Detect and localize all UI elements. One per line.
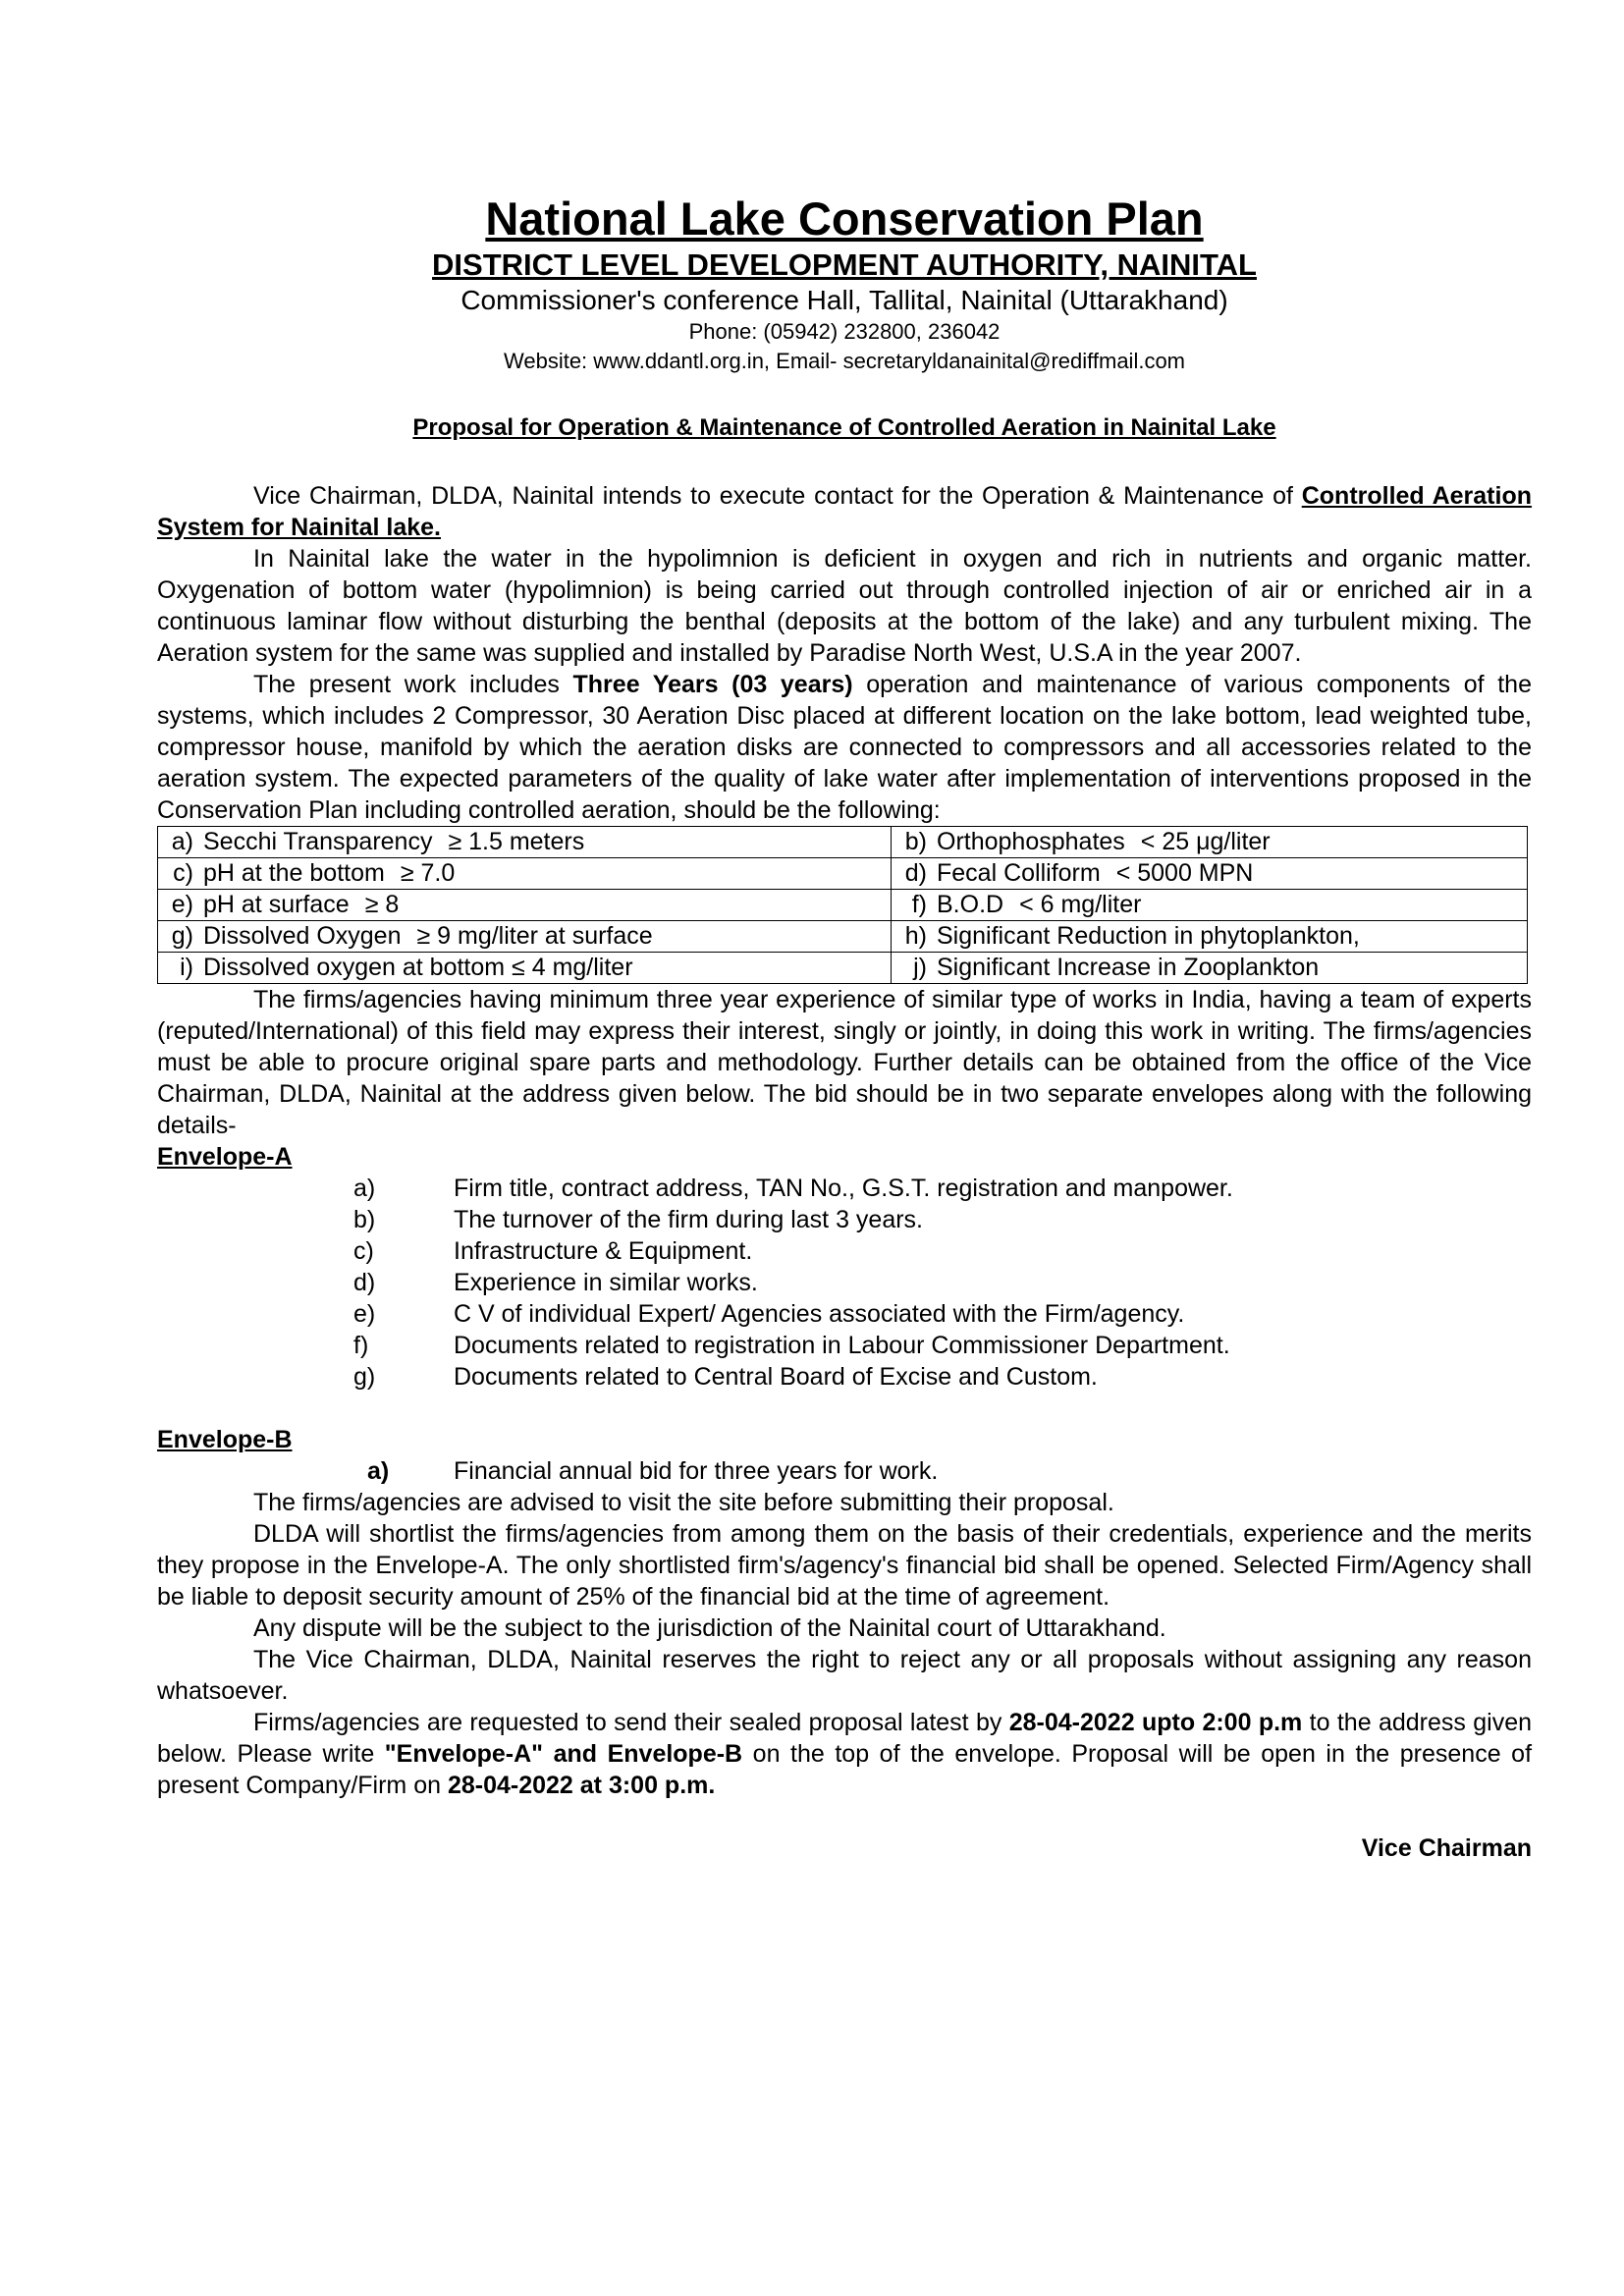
- proposal-title: Proposal for Operation & Maintenance of Controlled Aeration in Nainital Lake: [412, 414, 1276, 441]
- opening-date: 28-04-2022 at 3:00 p.m.: [447, 1772, 716, 1799]
- deadline-text-3: on the top of the envelope. Proposal will be open in the presence of present Company/Firm on: [157, 1740, 1533, 1799]
- parameter-value: ≥ 9 mg/liter at surface: [416, 922, 653, 950]
- parameter-cell: [892, 890, 1528, 921]
- list-item: [157, 1235, 1532, 1267]
- item-text: Firm title, contract address, TAN No., G.S.T. registration and manpower.: [454, 1175, 1233, 1202]
- item-letter: f): [353, 1332, 369, 1359]
- item-letter: b): [353, 1206, 376, 1233]
- envelope-instruction: "Envelope-A" and Envelope-B: [384, 1740, 743, 1768]
- parameter-label: f): [911, 891, 927, 918]
- parameter-cell: [892, 921, 1528, 953]
- parameter-row: [158, 858, 1528, 890]
- parameter-name: B.O.D: [937, 891, 1004, 918]
- parameter-value: < 6 mg/liter: [1019, 891, 1142, 918]
- background-paragraph: In Nainital lake the water in the hypolimnion is deficient in oxygen and rich in nutrients and organic matter. Oxygenation of bottom water (hypolimnion) is being carried out through controlled injection of air or enriched air in a continuous laminar flow without disturbing the benthal (deposits at the bottom of the lake) and any turbulent mixing. The Aeration system for the same was supplied and installed by Paradise North West, U.S.A in the year 2007.: [157, 545, 1532, 667]
- item-text: The turnover of the firm during last 3 years.: [454, 1206, 923, 1233]
- parameter-cell: [892, 953, 1528, 984]
- parameter-name: Fecal Colliform: [937, 859, 1101, 887]
- document-body: [157, 480, 1532, 1864]
- envelope-b-title: Envelope-B: [157, 1426, 293, 1453]
- parameter-name: Dissolved Oxygen: [203, 922, 402, 950]
- item-text: C V of individual Expert/ Agencies associated with the Firm/agency.: [454, 1300, 1185, 1328]
- parameter-name: Significant Reduction in phytoplankton,: [937, 922, 1360, 950]
- parameter-row: [158, 890, 1528, 921]
- deadline-text-1: Firms/agencies are requested to send their sealed proposal latest by: [253, 1709, 1009, 1736]
- deadline-text-2: to the address given below. Please write: [157, 1709, 1533, 1768]
- document-page: [157, 191, 1532, 1864]
- deadline-paragraph: [157, 1707, 1532, 1801]
- parameter-cell: [158, 827, 892, 858]
- list-item: [157, 1298, 1532, 1330]
- list-item: [157, 1204, 1532, 1235]
- parameter-label: c): [173, 859, 193, 887]
- item-text: Experience in similar works.: [454, 1269, 758, 1296]
- website-line: Website: www.ddantl.org.in, Email- secretaryldanainital@rediffmail.com: [503, 349, 1186, 373]
- deadline-date: 28-04-2022 upto 2:00 p.m: [1008, 1709, 1303, 1736]
- item-text: Financial annual bid for three years for work.: [454, 1457, 939, 1485]
- eligibility-paragraph: The firms/agencies having minimum three year experience of similar type of works in India, having a team of experts (reputed/International) of this field may express their interest, singly or jointly, in doing this work in writing. The firms/agencies must be able to procure original spare parts and methodology. Further details can be obtained from the office of the Vice Chairman, DLDA, Nainital at the address given below. The bid should be in two separate envelopes along with the following details-: [157, 986, 1532, 1139]
- parameter-name: Significant Increase in Zooplankton: [937, 954, 1320, 981]
- parameter-cell: [158, 921, 892, 953]
- parameter-name: pH at the bottom: [203, 859, 385, 887]
- parameter-cell: [158, 858, 892, 890]
- shortlist-paragraph: DLDA will shortlist the firms/agencies from among them on the basis of their credentials, experience and the merits they propose in the Envelope-A. The only shortlisted firm's/agency's financial bid shall be opened. Selected Firm/Agency shall be liable to deposit security amount of 25% of the financial bid at the time of agreement.: [157, 1520, 1532, 1611]
- parameter-value: ≥ 7.0: [400, 859, 456, 887]
- scope-text-pre: The present work includes: [253, 671, 573, 698]
- parameter-name: Secchi Transparency: [203, 828, 433, 855]
- item-text: Documents related to Central Board of Excise and Custom.: [454, 1363, 1098, 1391]
- list-item: [157, 1173, 1532, 1204]
- parameter-label: h): [904, 922, 927, 950]
- parameter-cell: [892, 827, 1528, 858]
- parameter-label: j): [913, 954, 927, 981]
- signature: Vice Chairman: [1361, 1834, 1532, 1862]
- parameter-name: pH at surface: [203, 891, 350, 918]
- authority-name: DISTRICT LEVEL DEVELOPMENT AUTHORITY, NAINITAL: [432, 247, 1257, 282]
- parameters-table: [157, 826, 1528, 984]
- parameter-row: [158, 827, 1528, 858]
- item-text: Infrastructure & Equipment.: [454, 1237, 753, 1265]
- list-item: [157, 1267, 1532, 1298]
- envelope-b-list: [157, 1455, 1532, 1487]
- parameter-value: ≥ 8: [364, 891, 400, 918]
- parameter-label: e): [171, 891, 193, 918]
- envelope-a-title: Envelope-A: [157, 1143, 293, 1171]
- parameter-cell: [892, 858, 1528, 890]
- parameter-value: < 5000 MPN: [1115, 859, 1254, 887]
- intro-text: Vice Chairman, DLDA, Nainital intends to execute contact for the Operation & Maintenance of: [253, 482, 1302, 510]
- parameter-cell: [158, 890, 892, 921]
- letterhead: [157, 191, 1532, 376]
- intro-paragraph: [157, 480, 1532, 543]
- site-visit-paragraph: The firms/agencies are advised to visit the site before submitting their proposal.: [253, 1489, 1114, 1516]
- document-title: National Lake Conservation Plan: [485, 192, 1204, 245]
- item-letter: c): [353, 1237, 374, 1265]
- parameter-name: Dissolved oxygen at bottom ≤ 4 mg/liter: [203, 954, 633, 981]
- item-letter: a): [353, 1175, 376, 1202]
- authority-address: Commissioner's conference Hall, Tallital, Nainital (Uttarakhand): [460, 285, 1228, 315]
- item-letter: d): [353, 1269, 376, 1296]
- parameter-label: i): [180, 954, 193, 981]
- envelope-a-list: [157, 1173, 1532, 1393]
- rights-paragraph: The Vice Chairman, DLDA, Nainital reserves the right to reject any or all proposals without assigning any reason whatsoever.: [157, 1646, 1532, 1705]
- parameter-value: < 25 μg/liter: [1140, 828, 1271, 855]
- parameter-label: a): [171, 828, 193, 855]
- list-item: [157, 1361, 1532, 1393]
- item-letter: a): [367, 1457, 390, 1485]
- parameter-label: b): [904, 828, 927, 855]
- scope-text-post: operation and maintenance of various components of the systems, which includes 2 Compressor, 30 Aeration Disc placed at different location on the lake bottom, lead weighted tube, compressor house, manifold by which the aeration disks are connected to compressors and all accessories related to the aeration system. The expected parameters of the quality of lake water after implementation of interventions proposed in the Conservation Plan including controlled aeration, should be the following:: [157, 671, 1532, 824]
- list-item: [157, 1330, 1532, 1361]
- item-letter: e): [353, 1300, 376, 1328]
- parameter-row: [158, 921, 1528, 953]
- jurisdiction-paragraph: Any dispute will be the subject to the jurisdiction of the Nainital court of Uttarakhand.: [253, 1614, 1166, 1642]
- parameter-label: g): [171, 922, 193, 950]
- parameter-value: ≥ 1.5 meters: [448, 828, 585, 855]
- parameter-label: d): [904, 859, 927, 887]
- scope-paragraph: [157, 669, 1532, 826]
- item-letter: g): [353, 1363, 376, 1391]
- parameter-cell: [158, 953, 892, 984]
- parameter-row: [158, 953, 1528, 984]
- intro-bold: Controlled Aeration System for Nainital lake.: [157, 482, 1532, 541]
- item-text: Documents related to registration in Labour Commissioner Department.: [454, 1332, 1230, 1359]
- parameter-name: Orthophosphates: [937, 828, 1125, 855]
- phone-line: Phone: (05942) 232800, 236042: [688, 319, 1001, 344]
- list-item: [157, 1455, 1532, 1487]
- scope-duration: Three Years (03 years): [572, 671, 853, 698]
